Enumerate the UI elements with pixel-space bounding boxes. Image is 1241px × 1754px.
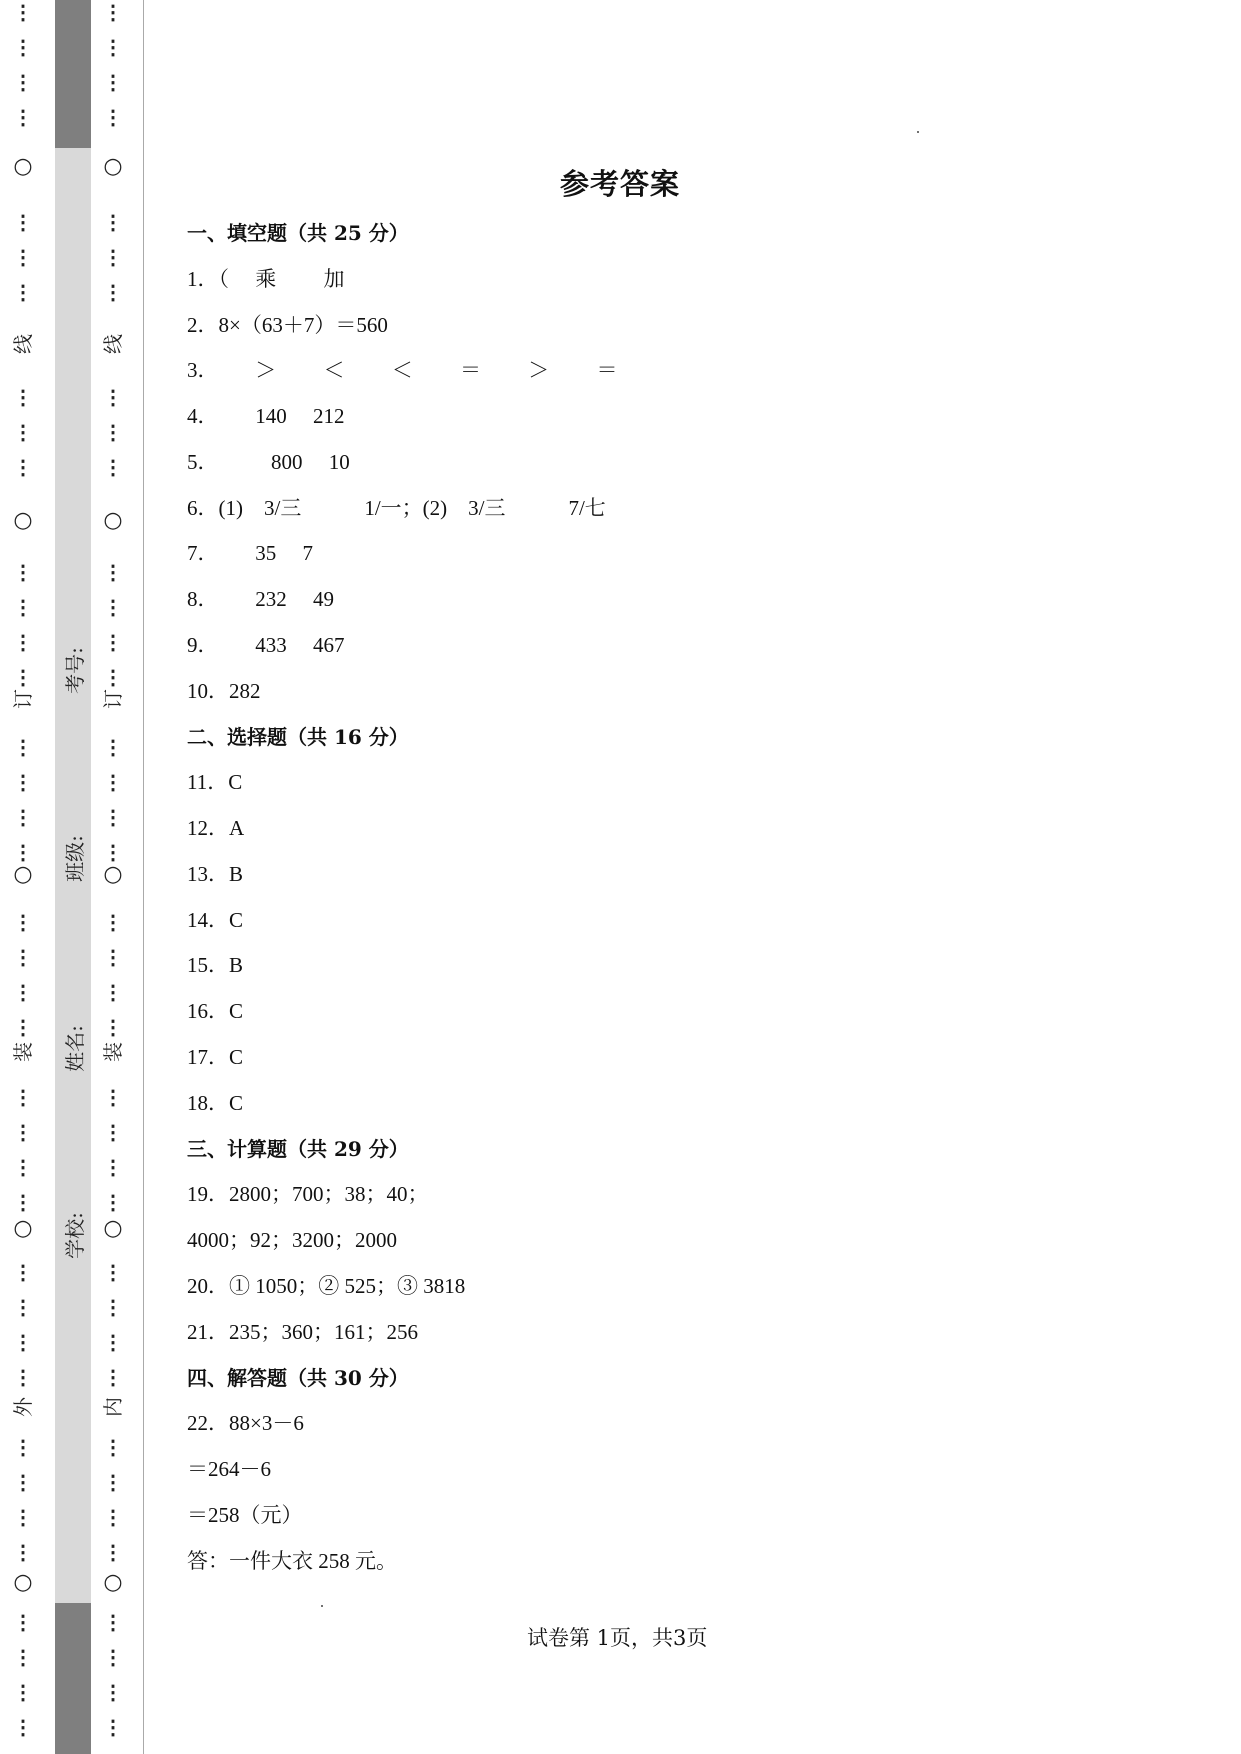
margin-border <box>143 0 144 1754</box>
outer-dots: ⋮ <box>13 385 33 409</box>
inner-circle-mark: ○ <box>103 1216 123 1241</box>
inner-dots: ⋮ <box>103 1120 123 1144</box>
answer-line: 4． 140 212 <box>187 404 345 428</box>
outer-dots: ⋮ <box>13 1505 33 1529</box>
answer-line: 3． ＞ ＜ ＜ ＝ ＞ ＝ <box>187 358 618 382</box>
outer-dots: ⋮ <box>13 665 33 689</box>
inner-dots: ⋮ <box>103 1680 123 1704</box>
stray-dot <box>917 131 919 133</box>
section-heading-calculation: 三、计算题（共 29 分） <box>187 1137 409 1161</box>
inner-circle-mark: ○ <box>103 862 123 887</box>
inner-dots: ⋮ <box>103 1015 123 1039</box>
school-label: 学校: <box>62 1211 87 1259</box>
outer-dots: ⋮ <box>13 1540 33 1564</box>
inner-dots: ⋮ <box>103 1645 123 1669</box>
inner-dots: ⋮ <box>103 0 123 24</box>
outer-dots: ⋮ <box>13 245 33 269</box>
inner-dots: ⋮ <box>103 210 123 234</box>
inner-binding-char: 内 <box>101 1397 125 1417</box>
inner-dots: ⋮ <box>103 245 123 269</box>
inner-circle-mark: ○ <box>103 154 123 179</box>
answer-line: ＝258（元） <box>187 1503 303 1527</box>
outer-dots: ⋮ <box>13 980 33 1004</box>
outer-dots: ⋮ <box>13 770 33 794</box>
exam-no-label: 考号: <box>62 646 87 694</box>
outer-dots: ⋮ <box>13 280 33 304</box>
outer-dots: ⋮ <box>13 630 33 654</box>
outer-circle-mark: ○ <box>13 1570 33 1595</box>
inner-dots: ⋮ <box>103 1155 123 1179</box>
outer-dots: ⋮ <box>13 70 33 94</box>
outer-dots: ⋮ <box>13 1365 33 1389</box>
answer-line: 13．B <box>187 862 244 886</box>
answer-line: 20．① 1050；② 525；③ 3818 <box>187 1274 466 1298</box>
answer-line: 2．8×（63＋7）＝560 <box>187 313 388 337</box>
answer-line: 17．C <box>187 1045 244 1069</box>
answer-line: 8． 232 49 <box>187 587 334 611</box>
outer-dots: ⋮ <box>13 1470 33 1494</box>
answer-line: 1．（ 乘 加 <box>187 267 345 291</box>
student-info-band <box>55 0 91 1754</box>
outer-dots: ⋮ <box>13 1715 33 1739</box>
inner-dots: ⋮ <box>103 560 123 584</box>
inner-dots: ⋮ <box>103 805 123 829</box>
page-footer: 试卷第 1页，共3页 <box>527 1626 708 1650</box>
band-dark-top <box>55 0 91 148</box>
outer-dots: ⋮ <box>13 560 33 584</box>
inner-dots: ⋮ <box>103 665 123 689</box>
outer-circle-mark: ○ <box>13 1216 33 1241</box>
answer-line: 14．C <box>187 908 244 932</box>
inner-dots: ⋮ <box>103 1715 123 1739</box>
outer-dots: ⋮ <box>13 735 33 759</box>
inner-dots: ⋮ <box>103 280 123 304</box>
answer-line: 4000；92；3200；2000 <box>187 1228 397 1252</box>
inner-binding-char: 订 <box>101 689 125 709</box>
inner-dots: ⋮ <box>103 35 123 59</box>
outer-dots: ⋮ <box>13 0 33 24</box>
answer-line: 16．C <box>187 999 244 1023</box>
inner-dots: ⋮ <box>103 420 123 444</box>
answer-line: 15．B <box>187 953 244 977</box>
outer-dots: ⋮ <box>13 1260 33 1284</box>
outer-binding-char: 装 <box>11 1042 35 1062</box>
inner-dotted-line <box>99 0 127 1754</box>
outer-dots: ⋮ <box>13 910 33 934</box>
inner-dots: ⋮ <box>103 840 123 864</box>
outer-dots: ⋮ <box>13 420 33 444</box>
answer-line: 6．(1) 3/三 1/一；(2) 3/三 7/七 <box>187 496 606 520</box>
inner-dots: ⋮ <box>103 1505 123 1529</box>
answer-line: 7． 35 7 <box>187 541 313 565</box>
inner-dots: ⋮ <box>103 105 123 129</box>
section-heading-multiple-choice: 二、选择题（共 16 分） <box>187 725 409 749</box>
answer-line: 10．282 <box>187 679 261 703</box>
outer-dots: ⋮ <box>13 35 33 59</box>
outer-dots: ⋮ <box>13 1610 33 1634</box>
outer-dotted-line <box>9 0 37 1754</box>
outer-dots: ⋮ <box>13 1435 33 1459</box>
outer-dots: ⋮ <box>13 105 33 129</box>
answer-line: 19．2800；700；38；40； <box>187 1182 429 1206</box>
outer-dots: ⋮ <box>13 1645 33 1669</box>
outer-dots: ⋮ <box>13 805 33 829</box>
stray-dot <box>321 1605 323 1607</box>
answer-line: 18．C <box>187 1091 244 1115</box>
answer-line: ＝264－6 <box>187 1457 271 1481</box>
inner-dots: ⋮ <box>103 595 123 619</box>
answer-line: 11．C <box>187 770 243 794</box>
outer-binding-char: 外 <box>11 1397 35 1417</box>
answer-line: 21．235；360；161；256 <box>187 1320 418 1344</box>
inner-dots: ⋮ <box>103 1260 123 1284</box>
inner-dots: ⋮ <box>103 455 123 479</box>
answer-line: 5． 800 10 <box>187 450 350 474</box>
inner-dots: ⋮ <box>103 770 123 794</box>
inner-circle-mark: ○ <box>103 1570 123 1595</box>
outer-dots: ⋮ <box>13 455 33 479</box>
inner-dots: ⋮ <box>103 735 123 759</box>
inner-dots: ⋮ <box>103 630 123 654</box>
name-label: 姓名: <box>62 1024 87 1072</box>
outer-dots: ⋮ <box>13 1015 33 1039</box>
answer-line: 9． 433 467 <box>187 633 345 657</box>
inner-binding-char: 线 <box>101 334 125 354</box>
binding-margin <box>0 0 146 1754</box>
section-heading-fill-blank: 一、填空题（共 25 分） <box>187 221 409 245</box>
inner-dots: ⋮ <box>103 945 123 969</box>
outer-dots: ⋮ <box>13 1330 33 1354</box>
outer-circle-mark: ○ <box>13 862 33 887</box>
inner-dots: ⋮ <box>103 980 123 1004</box>
class-label: 班级: <box>62 834 87 882</box>
inner-dots: ⋮ <box>103 1190 123 1214</box>
outer-dots: ⋮ <box>13 1295 33 1319</box>
answer-line: 答：一件大衣 258 元。 <box>187 1549 397 1573</box>
inner-dots: ⋮ <box>103 1435 123 1459</box>
outer-dots: ⋮ <box>13 1085 33 1109</box>
outer-circle-mark: ○ <box>13 154 33 179</box>
inner-dots: ⋮ <box>103 385 123 409</box>
outer-dots: ⋮ <box>13 1190 33 1214</box>
page-title: 参考答案 <box>559 167 680 201</box>
outer-dots: ⋮ <box>13 1155 33 1179</box>
inner-dots: ⋮ <box>103 1540 123 1564</box>
inner-binding-char: 装 <box>101 1042 125 1062</box>
inner-dots: ⋮ <box>103 1470 123 1494</box>
answer-line: 22．88×3－6 <box>187 1411 304 1435</box>
inner-dots: ⋮ <box>103 70 123 94</box>
inner-dots: ⋮ <box>103 1295 123 1319</box>
inner-circle-mark: ○ <box>103 508 123 533</box>
outer-binding-char: 线 <box>11 334 35 354</box>
outer-dots: ⋮ <box>13 595 33 619</box>
answer-line: 12．A <box>187 816 245 840</box>
inner-dots: ⋮ <box>103 1085 123 1109</box>
inner-dots: ⋮ <box>103 1330 123 1354</box>
outer-circle-mark: ○ <box>13 508 33 533</box>
band-dark-bottom <box>55 1603 91 1754</box>
section-heading-word-problems: 四、解答题（共 30 分） <box>187 1366 409 1390</box>
outer-dots: ⋮ <box>13 1120 33 1144</box>
outer-binding-char: 订 <box>11 689 35 709</box>
outer-dots: ⋮ <box>13 210 33 234</box>
outer-dots: ⋮ <box>13 840 33 864</box>
inner-dots: ⋮ <box>103 1365 123 1389</box>
outer-dots: ⋮ <box>13 1680 33 1704</box>
inner-dots: ⋮ <box>103 1610 123 1634</box>
inner-dots: ⋮ <box>103 910 123 934</box>
outer-dots: ⋮ <box>13 945 33 969</box>
